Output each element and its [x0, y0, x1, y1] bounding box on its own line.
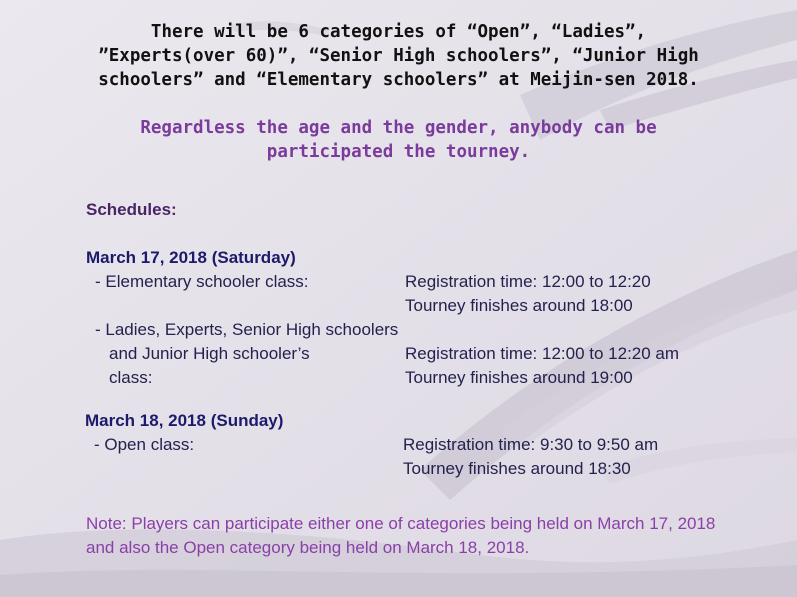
- day2-date: March 18, 2018 (Sunday): [85, 411, 284, 430]
- day1-class2-label-line-3: class:: [109, 368, 153, 387]
- day1-class2-registration: Registration time: 12:00 to 12:20 am: [405, 344, 680, 363]
- statement-line-2: participated the tourney.: [266, 142, 531, 162]
- note-paragraph: Note: Players can participate either one of categories being held on March 17, 2018 and also the Open category being held on March 18, 2018.: [86, 514, 716, 557]
- intro-line-3: schoolers” and “Elementary schoolers” at Meijin-sen 2018.: [98, 70, 699, 90]
- day1-date: March 17, 2018 (Saturday): [86, 248, 296, 267]
- intro-line-1: There will be 6 categories of “Open”, “Ladies”,: [150, 22, 647, 42]
- schedules-heading: Schedules:: [86, 200, 177, 219]
- day1-class2-finish: Tourney finishes around 19:00: [405, 368, 633, 387]
- statement-line-1: Regardless the age and the gender, anybody can be: [140, 118, 657, 138]
- statement-paragraph: [60, 116, 737, 164]
- day1-class2-label-line-1: - Ladies, Experts, Senior High schoolers: [95, 320, 399, 339]
- day1-class1-registration: Registration time: 12:00 to 12:20: [405, 272, 651, 291]
- intro-paragraph: [20, 20, 777, 92]
- day2-class1-finish: Tourney finishes around 18:30: [403, 459, 631, 478]
- day1-class1-finish: Tourney finishes around 18:00: [405, 296, 633, 315]
- day1-class1-label: - Elementary schooler class:: [95, 272, 309, 291]
- day2-class1-label: - Open class:: [94, 435, 195, 454]
- day2-class1-registration: Registration time: 9:30 to 9:50 am: [403, 435, 659, 454]
- day1-class2-label-line-2: and Junior High schooler’s: [109, 344, 310, 363]
- intro-line-2: ”Experts(over 60)”, “Senior High schoolers”, “Junior High: [98, 46, 699, 66]
